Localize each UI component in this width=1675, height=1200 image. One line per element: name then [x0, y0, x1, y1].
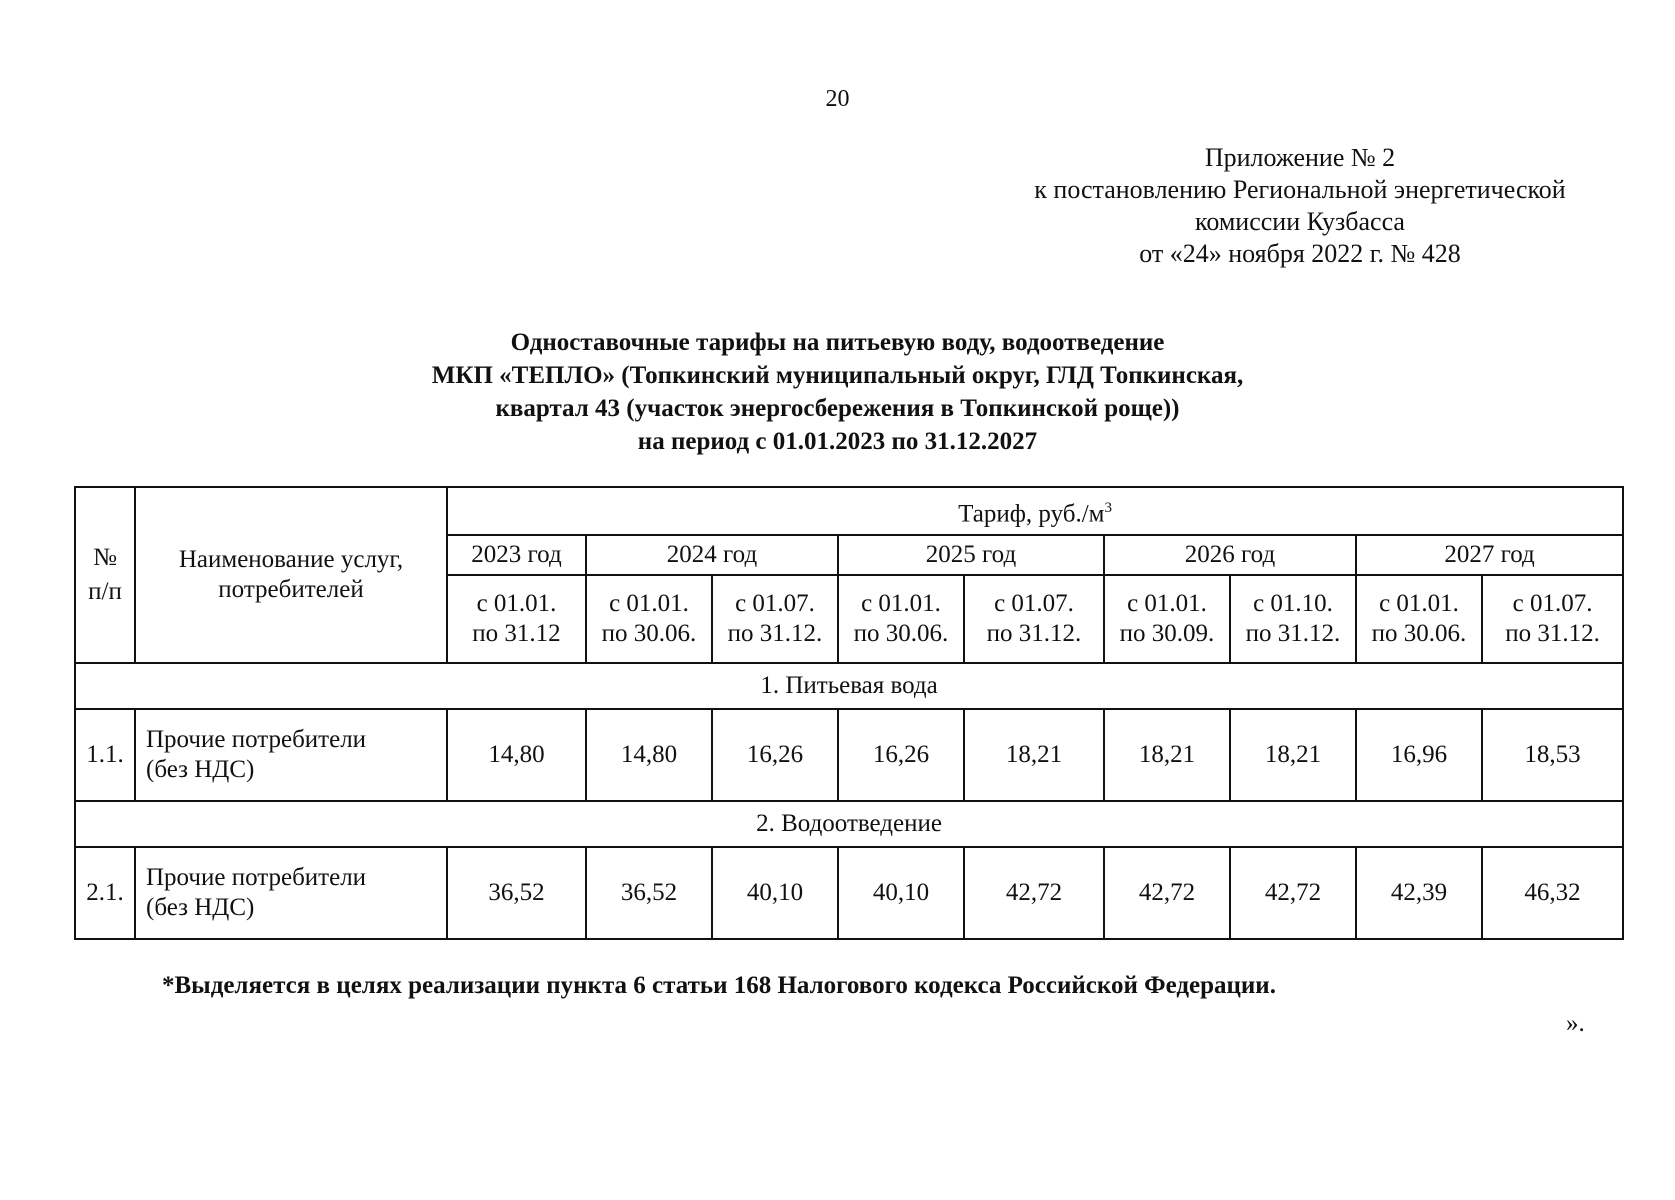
period-to: по 31.12.	[1505, 620, 1600, 647]
year-header: 2025 год	[838, 535, 1104, 575]
period-from: с 01.10.	[1253, 590, 1333, 617]
period-to: по 30.06.	[853, 620, 949, 647]
service-name	[135, 709, 447, 801]
tariff-cell: 16,26	[712, 709, 838, 801]
tariff-header	[447, 487, 1623, 535]
appendix-line-1: Приложение № 2	[1204, 143, 1396, 172]
title-line-1: Одноставочные тарифы на питьевую воду, водоотведение	[510, 329, 1165, 356]
appendix-line-4: от «24» ноября 2022 г. № 428	[1139, 239, 1461, 268]
period-from: с 01.07.	[735, 590, 815, 617]
period-to: по 30.09.	[1119, 620, 1215, 647]
service-name-line1: Прочие потребители	[146, 864, 367, 891]
section-header-drinking-water: 1. Питьевая вода	[75, 663, 1623, 709]
period-from: с 01.01.	[1127, 590, 1207, 617]
period-header	[1482, 575, 1623, 663]
tariff-header-sup: 3	[1104, 499, 1112, 516]
appendix-line-3: комиссии Кузбасса	[1195, 207, 1405, 236]
tariff-cell: 42,72	[964, 847, 1104, 939]
period-to: по 30.06.	[601, 620, 697, 647]
title-line-4: на период с 01.01.2023 по 31.12.2027	[637, 428, 1038, 455]
column-header-name-line2: потребителей	[218, 576, 364, 603]
tariff-cell: 42,39	[1356, 847, 1482, 939]
column-header-number-line1: №	[93, 544, 117, 571]
period-header	[447, 575, 586, 663]
table-row	[75, 847, 1623, 939]
row-number: 2.1.	[75, 847, 135, 939]
title-line-3: квартал 43 (участок энергосбережения в Топкинской роще))	[495, 395, 1180, 422]
tariff-cell: 42,72	[1104, 847, 1230, 939]
tariff-cell: 16,96	[1356, 709, 1482, 801]
period-from: с 01.01.	[609, 590, 689, 617]
tariff-cell: 36,52	[447, 847, 586, 939]
tariff-header-text: Тариф, руб./м	[958, 500, 1105, 528]
tariff-cell: 14,80	[447, 709, 586, 801]
period-from: с 01.07.	[1512, 590, 1593, 617]
tariff-cell: 36,52	[586, 847, 712, 939]
document-title	[0, 326, 1675, 458]
title-line-2: МКП «ТЕПЛО» (Топкинский муниципальный округ, ГЛД Топкинская,	[431, 362, 1244, 389]
footnote: *Выделяется в целях реализации пункта 6 статьи 168 Налогового кодекса Российской Федерации.	[162, 972, 1276, 999]
row-number: 1.1.	[75, 709, 135, 801]
tariff-cell: 40,10	[838, 847, 964, 939]
section-header-wastewater: 2. Водоотведение	[75, 801, 1623, 847]
tariff-cell: 14,80	[586, 709, 712, 801]
year-header: 2023 год	[447, 535, 586, 575]
service-name-line1: Прочие потребители	[146, 726, 367, 753]
tariff-table	[74, 486, 1624, 940]
appendix-line-2: к постановлению Региональной энергетической	[1034, 175, 1566, 204]
period-to: по 31.12.	[986, 620, 1082, 647]
column-header-number-line2: п/п	[88, 578, 122, 605]
period-header	[1356, 575, 1482, 663]
period-from: с 01.01.	[1379, 590, 1459, 617]
service-name-line2: (без НДС)	[146, 894, 255, 921]
period-to: по 31.12	[472, 620, 561, 647]
tariff-cell: 40,10	[712, 847, 838, 939]
period-from: с 01.01.	[476, 590, 557, 617]
column-header-name-line1: Наименование услуг,	[178, 546, 404, 573]
period-header	[712, 575, 838, 663]
tariff-cell: 18,21	[1104, 709, 1230, 801]
tariff-cell: 18,53	[1482, 709, 1623, 801]
appendix-block	[980, 142, 1620, 270]
period-header	[1230, 575, 1356, 663]
period-to: по 31.12.	[727, 620, 823, 647]
year-header: 2024 год	[586, 535, 838, 575]
period-header	[586, 575, 712, 663]
table-row	[75, 709, 1623, 801]
period-header	[964, 575, 1104, 663]
tariff-cell: 18,21	[1230, 709, 1356, 801]
closing-quote: ».	[1566, 1010, 1585, 1037]
period-from: с 01.01.	[861, 590, 941, 617]
year-header: 2027 год	[1356, 535, 1623, 575]
period-from: с 01.07.	[994, 590, 1074, 617]
tariff-cell: 16,26	[838, 709, 964, 801]
service-name	[135, 847, 447, 939]
page-number: 20	[825, 86, 850, 112]
tariff-cell: 46,32	[1482, 847, 1623, 939]
period-header	[838, 575, 964, 663]
period-to: по 30.06.	[1371, 620, 1467, 647]
period-header	[1104, 575, 1230, 663]
column-header-name	[135, 487, 447, 663]
service-name-line2: (без НДС)	[146, 756, 255, 783]
tariff-cell: 42,72	[1230, 847, 1356, 939]
year-header: 2026 год	[1104, 535, 1356, 575]
column-header-number	[75, 487, 135, 663]
tariff-cell: 18,21	[964, 709, 1104, 801]
period-to: по 31.12.	[1245, 620, 1341, 647]
